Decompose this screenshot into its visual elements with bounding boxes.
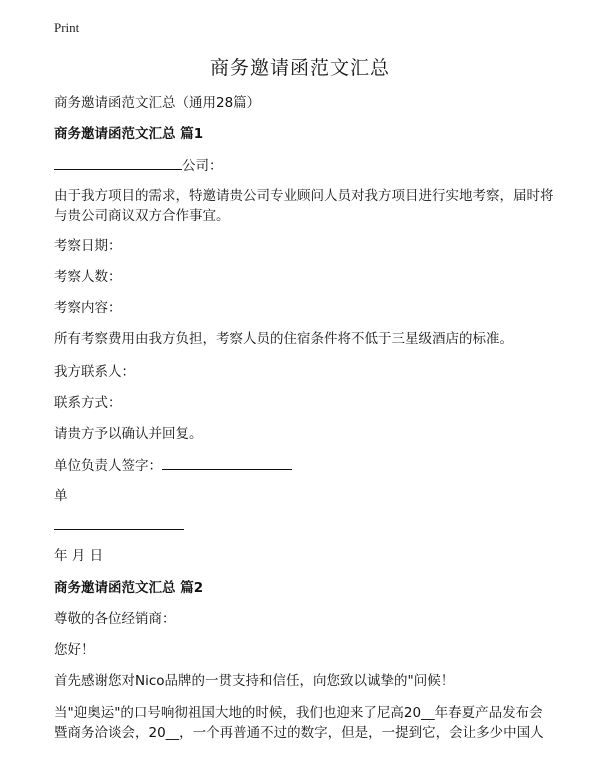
unit-blank	[54, 515, 184, 530]
signer-label: 单位负责人签字：	[54, 458, 162, 474]
section2-heading: 商务邀请函范文汇总 篇2	[54, 580, 204, 596]
section2-hello: 您好！	[54, 642, 95, 658]
cost-text: 所有考察费用由我方负担，考察人员的住宿条件将不低于三星级酒店的标准。	[54, 331, 513, 347]
company-blank	[54, 155, 182, 170]
section1-heading: 商务邀请函范文汇总 篇1	[54, 126, 204, 142]
page-title: 商务邀请函范文汇总	[209, 57, 390, 79]
print-link[interactable]: Print	[54, 20, 80, 35]
reply-text: 请贵方予以确认并回复。	[54, 426, 203, 442]
contact-label: 我方联系人：	[54, 364, 135, 380]
date-label: 考察日期：	[54, 238, 122, 254]
section2-thanks: 首先感谢您对Nico品牌的一贯支持和信任，向您致以诚挚的"问候！	[54, 673, 455, 689]
unit-label: 单	[54, 488, 68, 504]
signer-line	[54, 455, 292, 476]
section2-para-line2: 暨商务洽谈会，20__，一个再普通不过的数字，但是，一提到它，会让多少中国人	[54, 725, 544, 741]
section2-greeting: 尊敬的各位经销商：	[54, 611, 176, 627]
unit-line	[54, 515, 184, 536]
method-label: 联系方式：	[54, 395, 122, 411]
signer-blank	[162, 455, 292, 470]
company-suffix: 公司：	[182, 158, 223, 174]
content-label: 考察内容：	[54, 300, 122, 316]
company-line	[54, 155, 223, 176]
section2-para-line1: 当"迎奥运"的口号响彻祖国大地的时候，我们也迎来了尼高20__年春夏产品发布会	[54, 705, 543, 721]
date-line: 年 月 日	[54, 548, 104, 564]
section1-paragraph: 由于我方项目的需求，特邀请贵公司专业顾问人员对我方项目进行实地考察，届时将与贵公司商议双方合作事宜。	[54, 188, 554, 224]
count-label: 考察人数：	[54, 269, 122, 285]
document-subtitle: 商务邀请函范文汇总（通用28篇）	[54, 95, 261, 111]
